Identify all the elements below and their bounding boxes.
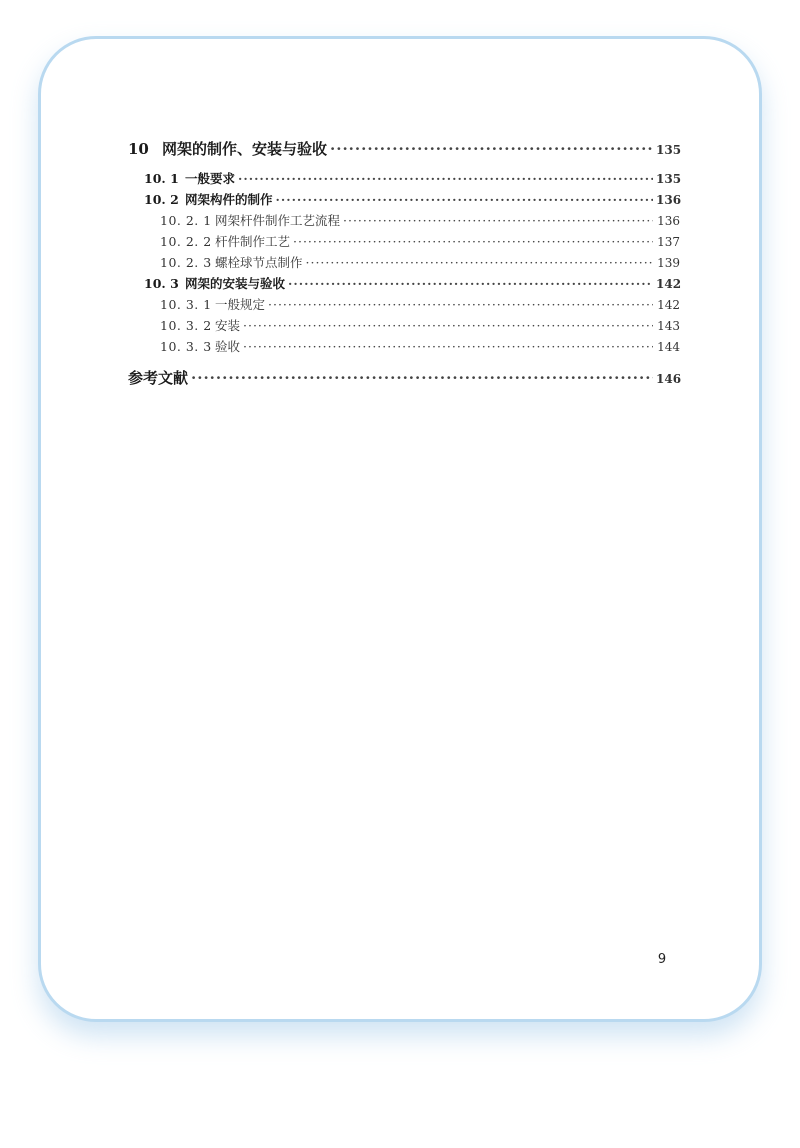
toc-chapter-title: 网架的制作、安装与验收 xyxy=(162,140,328,158)
toc-entry-page: 136 xyxy=(657,214,680,228)
toc-leader-dots xyxy=(330,136,653,162)
toc-entry-page: 142 xyxy=(656,277,682,291)
toc-section-10-2[interactable] xyxy=(128,189,680,210)
toc-entry-number: 10. 2. 1 xyxy=(160,213,212,228)
toc-entry-page: 142 xyxy=(657,298,680,312)
toc-leader-dots xyxy=(243,315,653,336)
toc-entry-number: 10. 2 xyxy=(144,192,179,207)
toc-subsection-10-3-1[interactable] xyxy=(128,294,680,315)
toc-subsection-10-2-2[interactable] xyxy=(128,231,680,252)
toc-entry-title: 验收 xyxy=(215,339,241,354)
toc-chapter-number: 10 xyxy=(128,140,149,158)
toc-entry-page: 137 xyxy=(657,235,680,249)
toc-entry-title: 网架的安装与验收 xyxy=(185,276,286,291)
toc-entry-number: 10. 2. 3 xyxy=(160,255,212,270)
toc-entry-number: 10. 3. 3 xyxy=(160,339,212,354)
toc-section-10-3[interactable] xyxy=(128,273,680,294)
toc-leader-dots xyxy=(288,273,653,294)
toc-entry-number: 10. 1 xyxy=(144,171,179,186)
toc-entry-page: 136 xyxy=(656,193,682,207)
toc-chapter-page: 135 xyxy=(656,143,682,157)
toc-section-10-1[interactable] xyxy=(128,168,680,189)
toc-entry-number: 10. 3 xyxy=(144,276,179,291)
toc-chapter-10[interactable] xyxy=(128,136,680,162)
table-of-contents xyxy=(128,136,680,391)
toc-leader-dots xyxy=(306,252,653,273)
page-number: 9 xyxy=(657,952,667,967)
toc-entry-title: 一般规定 xyxy=(215,297,266,312)
toc-entry-title: 一般要求 xyxy=(185,171,236,186)
toc-leader-dots xyxy=(191,365,653,391)
toc-entry-number: 10. 2. 2 xyxy=(160,234,212,249)
toc-leader-dots xyxy=(276,189,653,210)
toc-leader-dots xyxy=(343,210,653,231)
toc-references-title: 参考文献 xyxy=(128,369,189,387)
toc-entry-title: 安装 xyxy=(215,318,241,333)
toc-subsection-10-2-1[interactable] xyxy=(128,210,680,231)
toc-entry-number: 10. 3. 1 xyxy=(160,297,212,312)
toc-entry-page: 143 xyxy=(657,319,680,333)
toc-entry-title: 螺栓球节点制作 xyxy=(215,255,303,270)
toc-references[interactable] xyxy=(128,365,680,391)
toc-subsection-10-2-3[interactable] xyxy=(128,252,680,273)
toc-leader-dots xyxy=(268,294,653,315)
toc-entry-page: 139 xyxy=(657,256,680,270)
toc-references-page: 146 xyxy=(656,372,682,386)
toc-subsection-10-3-3[interactable] xyxy=(128,336,680,357)
toc-leader-dots xyxy=(238,168,653,189)
toc-leader-dots xyxy=(293,231,653,252)
toc-entry-page: 135 xyxy=(656,172,682,186)
toc-entry-page: 144 xyxy=(657,340,680,354)
toc-entry-number: 10. 3. 2 xyxy=(160,318,212,333)
toc-entry-title: 网架杆件制作工艺流程 xyxy=(215,213,341,228)
toc-leader-dots xyxy=(243,336,653,357)
toc-subsection-10-3-2[interactable] xyxy=(128,315,680,336)
toc-entry-title: 网架构件的制作 xyxy=(185,192,273,207)
toc-entry-title: 杆件制作工艺 xyxy=(215,234,291,249)
